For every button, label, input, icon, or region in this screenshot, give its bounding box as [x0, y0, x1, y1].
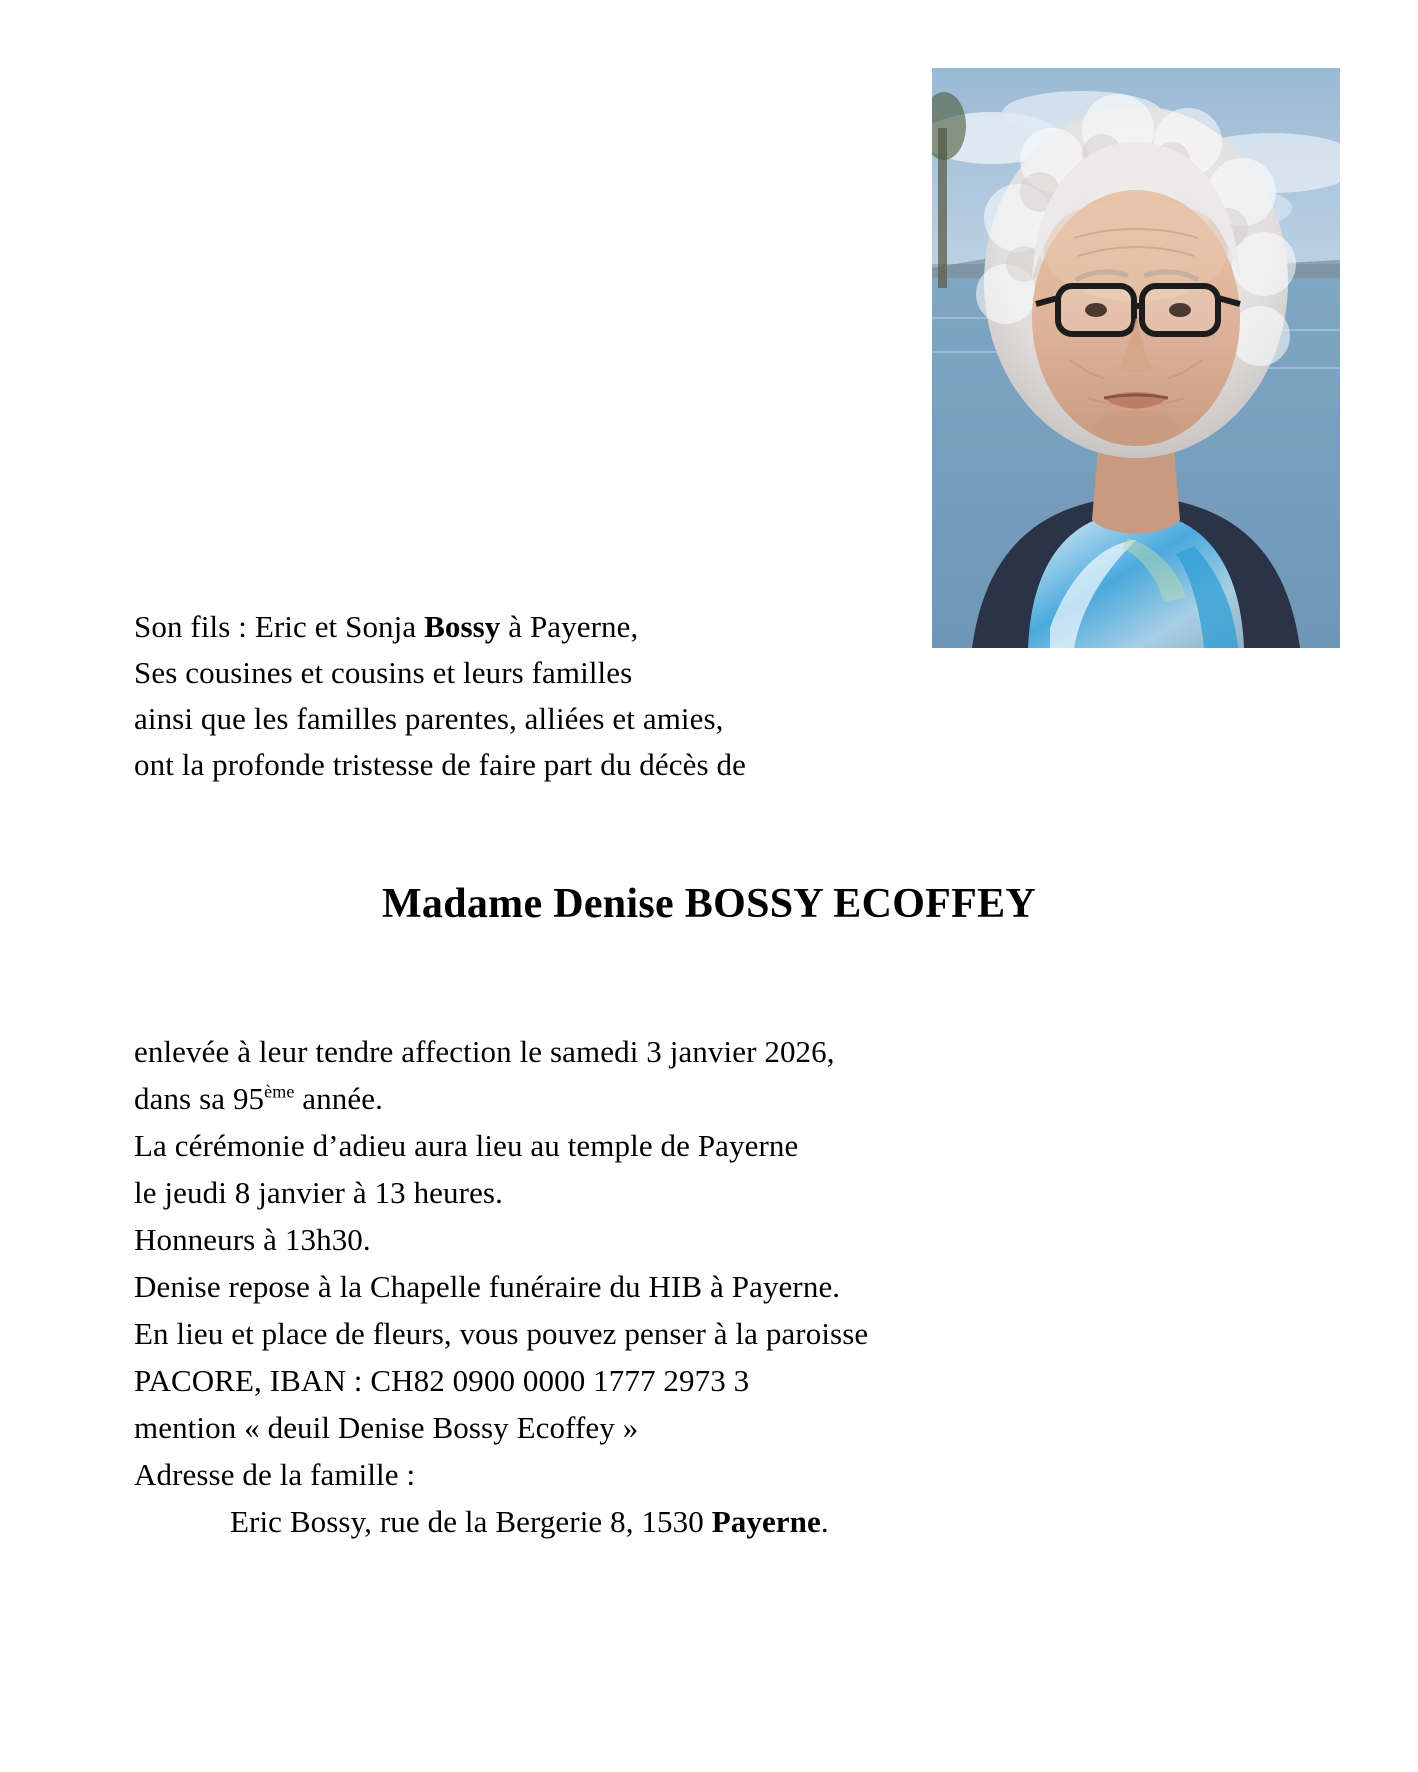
- details-line-death-date: enlevée à leur tendre affection le samedi 3 janvier 2026,: [134, 1034, 835, 1069]
- family-address-city: Payerne: [711, 1504, 821, 1539]
- details-paragraph: [134, 1028, 1294, 1545]
- details-line-address-label: Adresse de la famille :: [134, 1457, 416, 1492]
- intro-line-1-prefix: Son fils : Eric et Sonja: [134, 609, 425, 644]
- intro-paragraph: [134, 604, 934, 788]
- age-superscript: ème: [264, 1081, 295, 1102]
- details-line-age: [134, 1075, 1294, 1122]
- intro-line-2: Ses cousines et cousins et leurs familles: [134, 655, 633, 690]
- intro-line-1: [134, 604, 934, 650]
- family-address-suffix: .: [820, 1504, 829, 1539]
- details-line-family-address: [134, 1498, 1294, 1545]
- portrait-photo: [932, 68, 1340, 648]
- age-suffix: année.: [294, 1081, 383, 1116]
- deceased-name-block: [0, 880, 1418, 928]
- details-line-ceremony-time: le jeudi 8 janvier à 13 heures.: [134, 1175, 503, 1210]
- intro-line-1-suffix: à Payerne,: [500, 609, 639, 644]
- family-address-prefix: Eric Bossy, rue de la Bergerie 8, 1530: [230, 1504, 712, 1539]
- intro-line-4: ont la profonde tristesse de faire part du décès de: [134, 747, 746, 782]
- details-line-honours: Honneurs à 13h30.: [134, 1222, 371, 1257]
- details-line-ceremony-place: La cérémonie d’adieu aura lieu au temple de Payerne: [134, 1128, 799, 1163]
- details-line-iban: PACORE, IBAN : CH82 0900 0000 1777 2973 3: [134, 1363, 750, 1398]
- details-line-flowers: En lieu et place de fleurs, vous pouvez penser à la paroisse: [134, 1316, 869, 1351]
- intro-line-3: ainsi que les familles parentes, alliées et amies,: [134, 701, 724, 736]
- details-line-chapel: Denise repose à la Chapelle funéraire du HIB à Payerne.: [134, 1269, 841, 1304]
- details-line-mention: mention « deuil Denise Bossy Ecoffey »: [134, 1410, 639, 1445]
- intro-line-1-bold: Bossy: [424, 609, 501, 644]
- age-prefix: dans sa 95: [134, 1081, 265, 1116]
- deceased-name: Madame Denise BOSSY ECOFFEY: [381, 881, 1037, 927]
